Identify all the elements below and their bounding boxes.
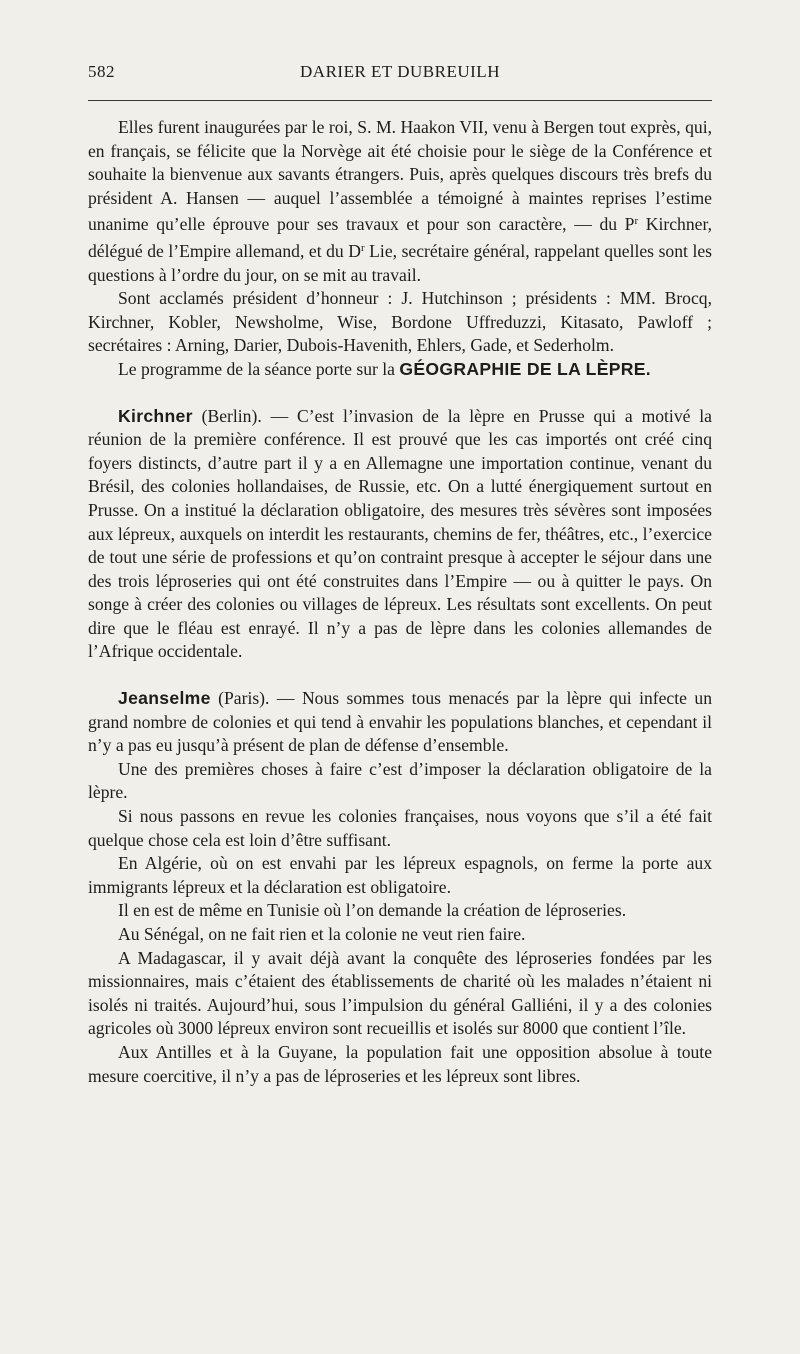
speaker-name: Jeanselme xyxy=(118,688,211,709)
page-header xyxy=(88,62,712,92)
paragraph-inauguration: Elles furent inaugurées par le roi, S. M. Haakon VII, venu à Bergen tout exprès, qui, en français, se félicite que la Norvège ait été choisie pour le siège de la Conférence et souhaite la bienvenue aux savants étrangers. Puis, après quelques discours très brefs du président A. Hansen — auquel l’assemblée a témoigné à maintes reprises l’estime unanime qu’elle éprouve pour ses travaux et pour son caractère, — du $P^r$ Kirchner, délégué de l’Empire allemand, et du $D^r$ Lie, secrétaire général, rappelant quelles sont les questions à l’ordre du jour, on se mit au travail. xyxy=(88,117,712,285)
paragraph: A Madagascar, il y avait déjà avant la conquête des léproseries fondées par les missionnaires, mais c’étaient des établissements de charité où les malades n’étaient ni isolés ni traités. Aujourd’hui, sous l’impulsion du général Galliéni, il y a des colonies agricoles où 3000 lépreux environ sont recueillis et isolés sur 8000 que contient l’île. xyxy=(88,947,712,1039)
running-title: DARIER ET DUBREUILH xyxy=(300,62,500,81)
paragraph: Une des premières choses à faire c’est d’imposer la déclaration obligatoire de la lèpre. xyxy=(88,758,712,803)
paragraph: Il en est de même en Tunisie où l’on demande la création de léproseries. xyxy=(118,900,627,921)
header-rule xyxy=(88,100,712,101)
section-topic: GÉOGRAPHIE DE LA LÈPRE. xyxy=(399,358,651,379)
page-number: 582 xyxy=(88,62,115,81)
speaker-name: Kirchner xyxy=(118,405,193,426)
superscript: r xyxy=(634,215,639,228)
body-text xyxy=(88,116,712,1088)
paragraph: En Algérie, où on est envahi par les lépreux espagnols, on ferme la porte aux immigrants lépreux et la déclaration est obligatoire. xyxy=(88,853,712,897)
paragraph: Au Sénégal, on ne fait rien et la colonie ne veut rien faire. xyxy=(118,924,526,944)
paragraph-kirchner: Kirchner (Berlin). — C’est l’invasion de la lèpre en Prusse qui a motivé la réunion de la première conférence. Il est prouvé que les cas importés ont créé cinq foyers distincts, d’autre part il y a en Allemagne une importation continue, venant du Brésil, des colonies hollandaises, de Russie, etc. On a lutté énergiquement surtout en Prusse. On a institué la déclaration obligatoire, des mesures très sévères sont imposées aux lépreux, auxquels on interdit les restaurants, chemins de fer, théâtres, etc., l’exercice de tout une série de professions et qu’on contraint presque à accepter le séjour dans une des trois léproseries qui ont été construites dans l’Empire — ou à quitter le pays. On songe à créer des colonies ou villages de lépreux. Les résultats sont excellents. On peut dire que le fléau est enrayé. Il n’y a pas de lèpre dans les colonies allemandes de l’Afrique occidentale. xyxy=(88,405,712,662)
paragraph-programme: Le programme de la séance porte sur la GÉOGRAPHIE DE LA LÈPRE. xyxy=(118,358,651,379)
paragraph: Aux Antilles et à la Guyane, la population fait une opposition absolue à toute mesure coercitive, il n’y a pas de léproseries et les lépreux sont libres. xyxy=(88,1041,712,1086)
superscript: r xyxy=(360,241,365,254)
paragraph: Si nous passons en revue les colonies françaises, nous voyons que s’il a été fait quelque chose cela est loin d’être suffisant. xyxy=(88,806,712,850)
paragraph-jeanselme: Jeanselme (Paris). — Nous sommes tous menacés par la lèpre qui infecte un grand nombre de colonies et qui tend à envahir les populations blanches, et cependant il n’y a pas eu jusqu’à présent de plan de défense d’ensemble. xyxy=(88,688,712,756)
paragraph-officers: Sont acclamés président d’honneur : J. Hutchinson ; présidents : MM. Brocq, Kirchner, Kobler, Newsholme, Wise, Bordone Uffreduzzi, Kitasato, Pawloff ; secrétaires : Arning, Darier, Dubois-Havenith, Ehlers, Gade, et Sederholm. xyxy=(88,288,712,356)
